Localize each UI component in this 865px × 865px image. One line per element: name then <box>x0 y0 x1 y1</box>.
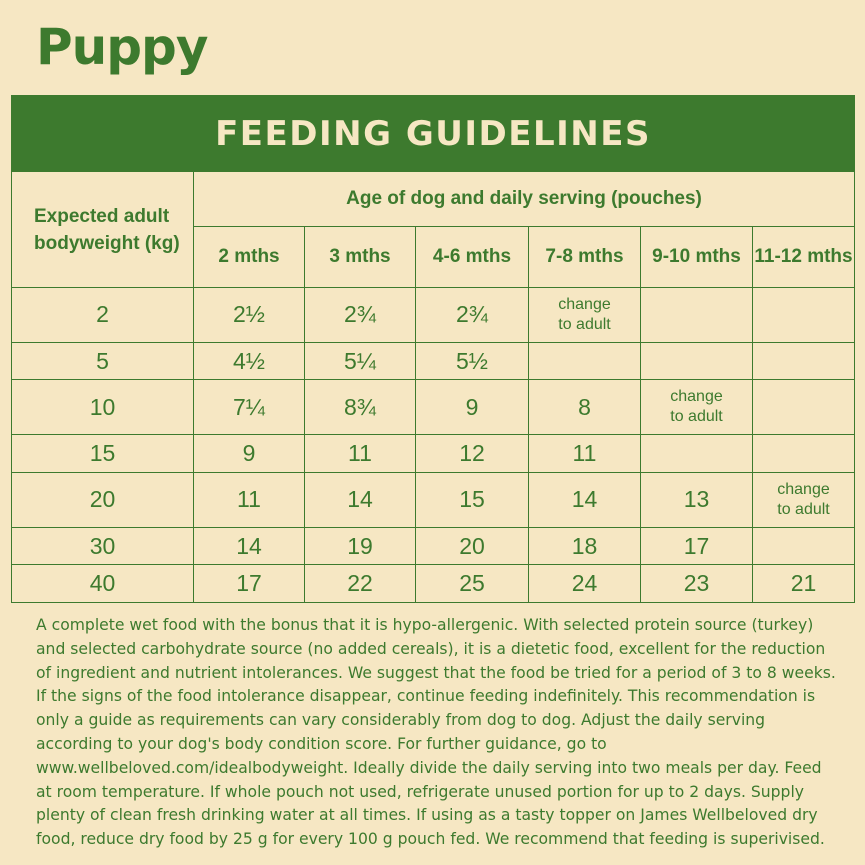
table-row <box>12 472 855 527</box>
serving-cell <box>753 287 855 342</box>
serving-cell: 2½ <box>194 287 305 342</box>
serving-cell: 18 <box>529 527 641 565</box>
age-column-header: 3 mths <box>305 227 416 287</box>
serving-cell: 14 <box>194 527 305 565</box>
serving-cell <box>753 380 855 435</box>
serving-cell: 22 <box>305 565 416 603</box>
feeding-description: A complete wet food with the bonus that it is hypo-allergenic. With selected protein source (turkey) and selected carbohydrate source (no added cereals), it is a dietetic food, excellent for the reduction of ingredient and nutrient intolerances. We suggest that the food be tried for a period of 3 to 8 weeks. If the signs of the food intolerance disappear, continue feeding indefinitely. This recommendation is only a guide as requirements can vary considerably from dog to dog. Adjust the daily serving according to your dog's body condition score. For further guidance, go to www.wellbeloved.com/idealbodyweight. Ideally divide the daily serving into two meals per day. Feed at room temperature. If whole pouch not used, refrigerate unused portion for up to 2 days. Supply plenty of clean fresh drinking water at all times. If using as a tasty topper on James Wellbeloved dry food, reduce dry food by 25 g for every 100 g pouch fed. We recommend that feeding is superivised. <box>36 616 836 849</box>
table-row <box>12 435 855 473</box>
bodyweight-cell: 30 <box>12 527 194 565</box>
serving-cell: 17 <box>641 527 753 565</box>
serving-cell: 24 <box>529 565 641 603</box>
serving-cell: 25 <box>416 565 529 603</box>
table-body <box>12 287 855 602</box>
serving-cell: 2¾ <box>305 287 416 342</box>
serving-cell <box>753 342 855 380</box>
serving-cell: 4½ <box>194 342 305 380</box>
serving-cell: 15 <box>416 472 529 527</box>
bodyweight-cell: 5 <box>12 342 194 380</box>
serving-cell: 11 <box>194 472 305 527</box>
serving-cell <box>753 527 855 565</box>
age-column-header: 4-6 mths <box>416 227 529 287</box>
serving-cell: 11 <box>529 435 641 473</box>
serving-cell: 23 <box>641 565 753 603</box>
bodyweight-cell: 15 <box>12 435 194 473</box>
serving-cell: 20 <box>416 527 529 565</box>
serving-cell: 9 <box>416 380 529 435</box>
table-row <box>12 342 855 380</box>
age-column-header: 2 mths <box>194 227 305 287</box>
serving-cell: 13 <box>641 472 753 527</box>
table-row <box>12 565 855 603</box>
serving-cell: 14 <box>305 472 416 527</box>
change-to-adult-cell: change to adult <box>753 472 855 527</box>
feeding-table <box>11 95 855 603</box>
serving-cell: 12 <box>416 435 529 473</box>
table-row <box>12 287 855 342</box>
serving-cell <box>641 342 753 380</box>
serving-cell: 17 <box>194 565 305 603</box>
serving-cell <box>529 342 641 380</box>
age-group-header: Age of dog and daily serving (pouches) <box>194 172 855 227</box>
table-row <box>12 527 855 565</box>
change-to-adult-cell: change to adult <box>529 287 641 342</box>
change-to-adult-cell: change to adult <box>641 380 753 435</box>
bodyweight-cell: 10 <box>12 380 194 435</box>
bodyweight-cell: 40 <box>12 565 194 603</box>
serving-cell <box>753 435 855 473</box>
serving-cell: 19 <box>305 527 416 565</box>
serving-cell: 5½ <box>416 342 529 380</box>
serving-cell: 8¾ <box>305 380 416 435</box>
feeding-guidelines-banner: FEEDING GUIDELINES <box>12 96 855 172</box>
serving-cell: 11 <box>305 435 416 473</box>
serving-cell: 7¼ <box>194 380 305 435</box>
table-row <box>12 380 855 435</box>
serving-cell: 5¼ <box>305 342 416 380</box>
bodyweight-header: Expected adult bodyweight (kg) <box>12 172 194 287</box>
serving-cell: 14 <box>529 472 641 527</box>
serving-cell <box>641 435 753 473</box>
age-column-header: 11-12 mths <box>753 227 855 287</box>
serving-cell: 9 <box>194 435 305 473</box>
serving-cell <box>641 287 753 342</box>
bodyweight-cell: 2 <box>12 287 194 342</box>
serving-cell: 2¾ <box>416 287 529 342</box>
page-title: Puppy <box>36 18 208 76</box>
age-column-header: 7-8 mths <box>529 227 641 287</box>
serving-cell: 8 <box>529 380 641 435</box>
serving-cell: 21 <box>753 565 855 603</box>
bodyweight-cell: 20 <box>12 472 194 527</box>
age-column-header: 9-10 mths <box>641 227 753 287</box>
